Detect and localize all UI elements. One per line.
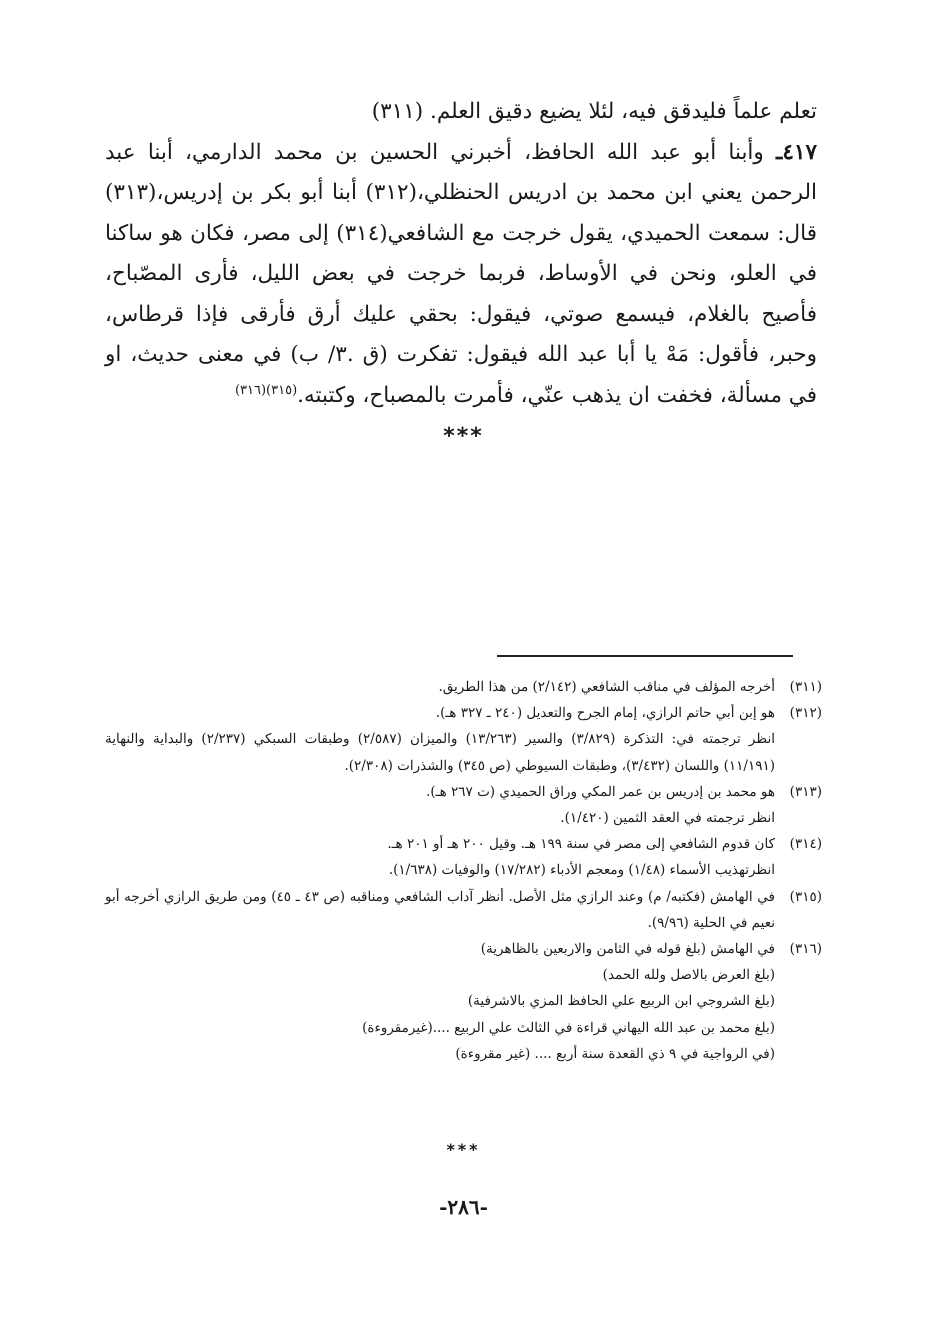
- section-separator: ***: [443, 424, 484, 449]
- paragraph-number: ٤١٧ـ: [776, 139, 817, 165]
- footnote-ref: (٣١٤): [336, 220, 388, 246]
- footnote: [105, 936, 822, 1067]
- footnote-ref: (٣١٦): [234, 382, 267, 398]
- footnote: [105, 674, 822, 700]
- footnote-number: (٣١٢): [789, 705, 822, 722]
- footnote-text: (في الرواجية في ٩ ذي القعدة سنة أربع .... (غير مقروءة): [455, 1045, 775, 1062]
- footnote-text: انظر ترجمته في العقد الثمين (١/٤٢٠).: [560, 810, 775, 827]
- footnote: [105, 884, 822, 936]
- footnote-ref: (٣١٥): [266, 382, 298, 398]
- footnote-number: (٣١٤): [789, 836, 822, 853]
- footnote-number: (٣١٣): [789, 783, 822, 800]
- footnote: [105, 779, 822, 831]
- footnote-text: كان قدوم الشافعي إلى مصر في سنة ١٩٩ هـ. وقيل ٢٠٠ هـ أو ٢٠١ هـ.: [387, 836, 775, 853]
- footnote-text: هو إبن أبي حاتم الرازي، إمام الجرح والتعديل (٢٤٠ ـ ٣٢٧ هـ).: [435, 705, 775, 722]
- footnote-ref: (٣١٣): [105, 180, 157, 205]
- footnote-divider: [497, 655, 793, 657]
- footnote-number: (٣١١): [789, 679, 822, 695]
- text-run: أبنا أبو بكر بن إدريس،: [156, 180, 357, 205]
- text-line: [105, 92, 817, 133]
- footnote-text: (بلغ الشروجي ابن الربيع علي الحافظ المزي بالاشرفية): [467, 993, 775, 1010]
- footnote-text: في الهامش (فكتبه/ م) وعند الرازي مثل الأصل. أنظر آداب الشافعي ومناقبه (ص ٤٣ ـ ٤٥) ومن طريق الرازي أخرجه أبو نعيم في الحلية (٩/٩٦).: [105, 888, 775, 931]
- footnote-text: أخرجه المؤلف في مناقب الشافعي (٢/١٤٢) من هذا الطريق.: [438, 679, 775, 695]
- text-run: وأبنا أبو عبد الله الحافظ، أخبرني الحسين بن محمد الدارمي، أبنا عبد الرحمن يعني ابن محمد بن ادريس الحنظلي،: [105, 139, 818, 205]
- footnote-end-separator: ***: [446, 1140, 481, 1159]
- text-run: تعلم علماً فليدقق فيه، لئلا يضيع دقيق العلم.: [429, 99, 817, 124]
- footnote-text: (بلغ العرض بالاصل ولله الحمد): [602, 967, 775, 984]
- text-run: إلى مصر، فكان هو ساكنا في العلو، ونحن في الأوساط، فربما خرجت في بعض الليل، فأرى المصّباح، فأصيح بالغلام، فيسمع صوتي، فيقول: بحقي عليك أرق فأرقى فإذا قرطاس، وحبر، فأقول: مَهْ يا أبا عبد الله فيقول: تفكرت (ق .٣/ ب) في معنى حديث، او في مسألة، فخفت ان يذهب عنّي، فأمرت بالمصباح، وكتبته.: [105, 220, 817, 408]
- paragraph-417: [105, 133, 817, 417]
- footnote-text: انظرتهذيب الأسماء (١/٤٨) ومعجم الأدباء (١٧/٢٨٢) والوفيات (١/٦٣٨).: [388, 862, 775, 879]
- footnote-text: (بلغ محمد بن عبد الله اليهاني قراءة في الثالث علي الربيع ....(غيرمقروءة): [362, 1019, 775, 1036]
- footnote: [105, 700, 822, 779]
- footnote-text: في الهامش (بلغ قوله في الثامن والاربعين بالظاهرية): [480, 941, 775, 958]
- footnote-number: (٣١٦): [789, 941, 822, 958]
- footnote: [105, 831, 822, 883]
- text-run: قال: سمعت الحميدي، يقول خرجت مع الشافعي: [387, 220, 817, 246]
- footnote-text: انظر ترجمته في: التذكرة (٣/٨٢٩) والسير (١٣/٢٦٣) والميزان (٢/٥٨٧) وطبقات السبكي (٢/٢٣٧) والبداية والنهاية (١١/١٩١) واللسان (٣/٤٣٢)، وطبقات السيوطي (ص ٣٤٥) والشذرات (٢/٣٠٨).: [105, 731, 775, 774]
- main-text: [105, 92, 817, 416]
- footnote-ref: (٣١١): [371, 99, 424, 124]
- page-number: -٢٨٦-: [439, 1195, 488, 1219]
- footnotes: [105, 674, 822, 1067]
- footnote-ref: (٣١٢): [365, 180, 417, 205]
- footnote-number: (٣١٥): [789, 888, 822, 905]
- footnote-text: هو محمد بن إدريس بن عمر المكي وراق الحميدي (ت ٢٦٧ هـ).: [426, 783, 775, 800]
